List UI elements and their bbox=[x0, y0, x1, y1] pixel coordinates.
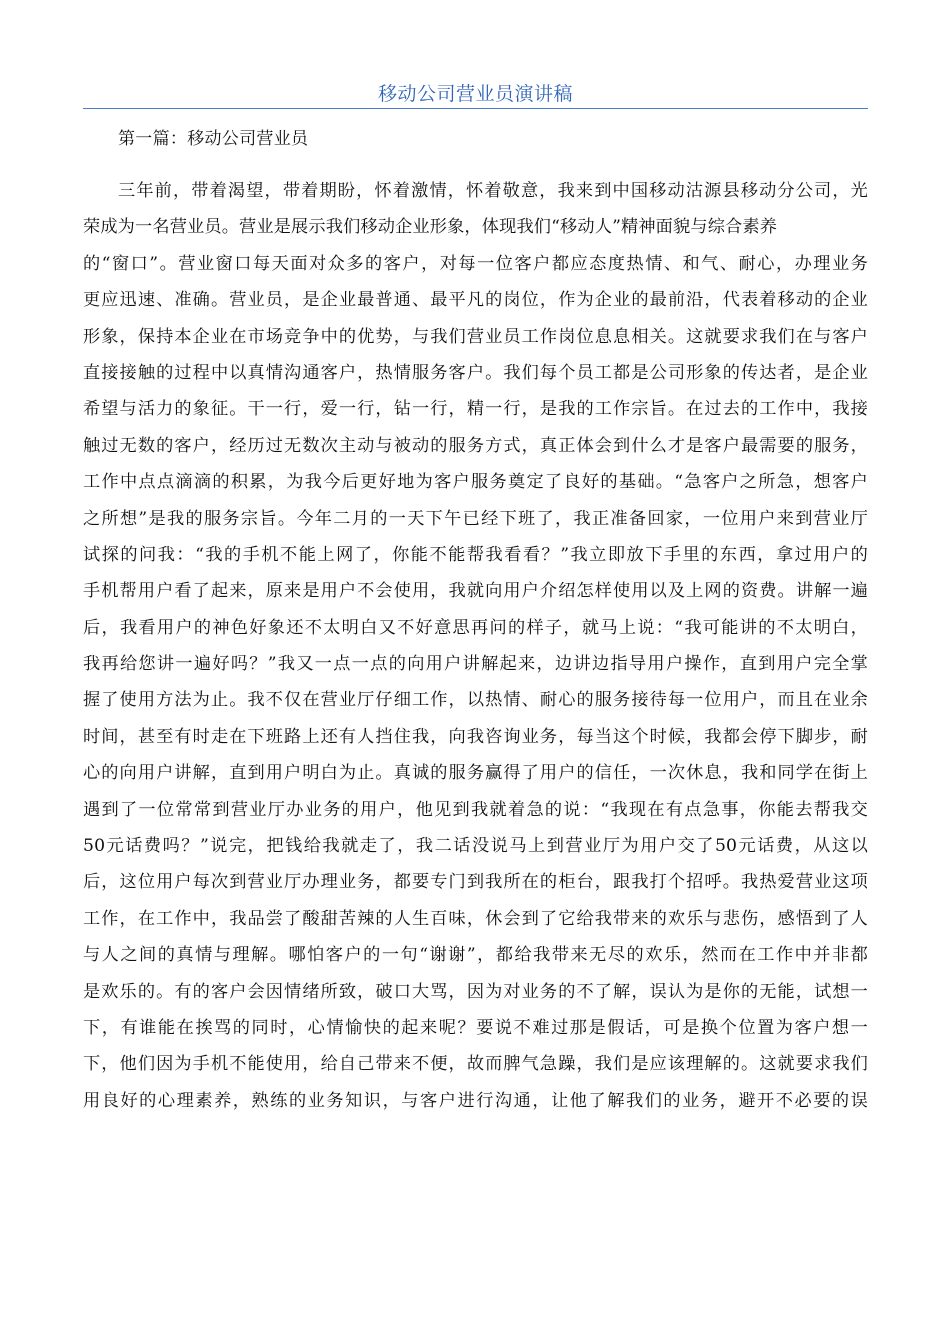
text-line: 后，这位用户每次到营业厅办理业务，都要专门到我所在的柜台，跟我打个招呼。我热爱营业这项 bbox=[83, 872, 868, 893]
text-line: 与人之间的真情与理解。哪怕客户的一句“谢谢”，都给我带来无尽的欢乐，然而在工作中并非都 bbox=[83, 945, 868, 966]
text-line: 握了使用方法为止。我不仅在营业厅仔细工作，以热情、耐心的服务接待每一位用户，而且在业余 bbox=[83, 690, 868, 711]
text-line: 三年前，带着渴望，带着期盼，怀着激情，怀着敬意，我来到中国移动沽源县移动分公司，光 bbox=[118, 181, 868, 201]
title-underline bbox=[83, 108, 868, 109]
text-line: 希望与活力的象征。干一行，爱一行，钻一行，精一行，是我的工作宗旨。在过去的工作中，我接 bbox=[83, 399, 868, 420]
text-line: 后，我看用户的神色好象还不太明白又不好意思再问的样子，就马上说：“我可能讲的不太明白， bbox=[83, 617, 868, 638]
text-line: 时间，甚至有时走在下班路上还有人挡住我，向我咨询业务，每当这个时候，我都会停下脚步，耐 bbox=[83, 726, 868, 747]
text-line: 触过无数的客户，经历过无数次主动与被动的服务方式，真正体会到什么才是客户最需要的服务， bbox=[83, 435, 868, 456]
text-line: 手机帮用户看了起来，原来是用户不会使用，我就向用户介绍怎样使用以及上网的资费。讲解一遍 bbox=[83, 581, 868, 602]
text-line: 遇到了一位常常到营业厅办业务的用户，他见到我就着急的说：“我现在有点急事，你能去帮我交 bbox=[83, 799, 868, 820]
text-line: 心的向用户讲解，直到用户明白为止。真诚的服务赢得了用户的信任，一次休息，我和同学在街上 bbox=[83, 763, 868, 784]
text-line: 更应迅速、准确。营业员，是企业最普通、最平凡的岗位，作为企业的最前沿，代表着移动的企业 bbox=[83, 290, 868, 311]
text-line: 我再给您讲一遍好吗？”我又一点一点的向用户讲解起来，边讲边指导用户操作，直到用户完全掌 bbox=[83, 654, 868, 675]
text-line: 的“窗口”。营业窗口每天面对众多的客户，对每一位客户都应态度热情、和气、耐心，办理业务 bbox=[83, 253, 868, 274]
section-heading: 第一篇：移动公司营业员 bbox=[118, 129, 309, 149]
document-title: 移动公司营业员演讲稿 bbox=[377, 83, 573, 105]
text-line: 用良好的心理素养，熟练的业务知识，与客户进行沟通，让他了解我们的业务，避开不必要的误 bbox=[83, 1090, 868, 1111]
text-line: 工作，在工作中，我品尝了酸甜苦辣的人生百味，休会到了它给我带来的欢乐与悲伤，感悟到了人 bbox=[83, 908, 868, 929]
text-line: 是欢乐的。有的客户会因情绪所致，破口大骂，因为对业务的不了解，误认为是你的无能，试想一 bbox=[83, 981, 868, 1002]
text-line: 试探的问我：“我的手机不能上网了，你能不能帮我看看？”我立即放下手里的东西，拿过用户的 bbox=[83, 544, 868, 565]
text-line: 之所想”是我的服务宗旨。今年二月的一天下午已经下班了，我正准备回家，一位用户来到营业厅 bbox=[83, 508, 868, 529]
body-paragraph bbox=[83, 173, 868, 1273]
text-line: 直接接触的过程中以真情沟通客户，热情服务客户。我们每个员工都是公司形象的传达者，是企业 bbox=[83, 362, 868, 383]
text-line: 荣成为一名营业员。营业是展示我们移动企业形象，体现我们“移动人”精神面貌与综合素养 bbox=[83, 217, 778, 238]
text-line: 工作中点点滴滴的积累，为我今后更好地为客户服务奠定了良好的基础。“急客户之所急，想客户 bbox=[83, 472, 868, 493]
text-line: 下，有谁能在挨骂的同时，心情愉快的起来呢？要说不难过那是假话，可是换个位置为客户想一 bbox=[83, 1017, 868, 1038]
text-line: 50元话费吗？”说完，把钱给我就走了，我二话没说马上到营业厅为用户交了50元话费，从这以 bbox=[83, 836, 868, 857]
text-line: 下，他们因为手机不能使用，给自己带来不便，故而脾气急躁，我们是应该理解的。这就要求我们 bbox=[83, 1054, 868, 1075]
text-line: 形象，保持本企业在市场竞争中的优势，与我们营业员工作岗位息息相关。这就要求我们在与客户 bbox=[83, 326, 868, 347]
